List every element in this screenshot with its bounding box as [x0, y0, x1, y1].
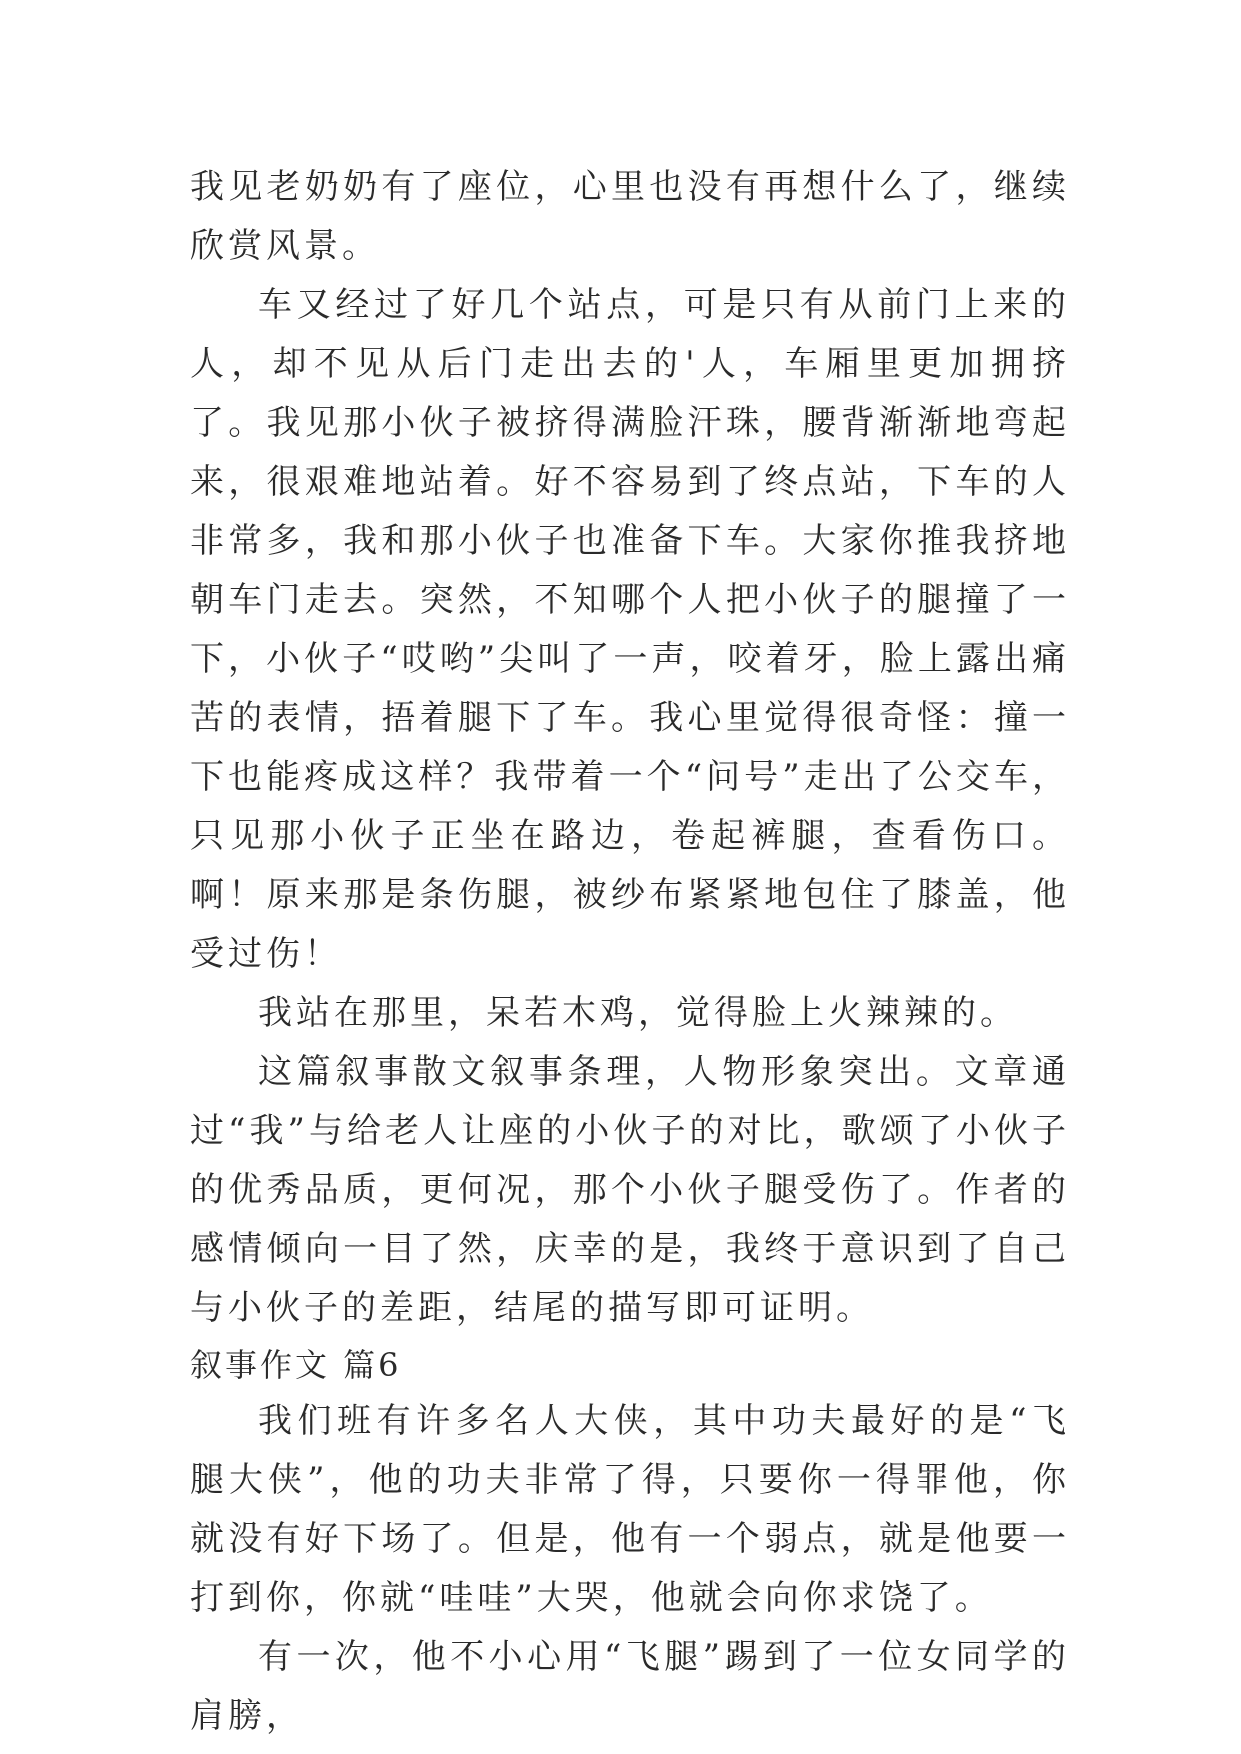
document-body — [190, 158, 1070, 1746]
paragraph-6: 有一次，他不小心用“飞腿”踢到了一位女同学的肩膀， — [190, 1637, 1070, 1736]
paragraph-5: 我们班有许多名人大侠，其中功夫最好的是“飞腿大侠”，他的功夫非常了得，只要你一得罪他，你就没有好下场了。但是，他有一个弱点，就是他要一打到你，你就“哇哇”大哭，他就会向你求饶了。 — [190, 1401, 1070, 1618]
paragraph-2: 车又经过了好几个站点，可是只有从前门上来的人，却不见从后门走出去的'人，车厢里更加拥挤了。我见那小伙子被挤得满脸汗珠，腰背渐渐地弯起来，很艰难地站着。好不容易到了终点站，下车的人非常多，我和那小伙子也准备下车。大家你推我挤地朝车门走去。突然，不知哪个人把小伙子的腿撞了一下，小伙子“哎哟”尖叫了一声，咬着牙，脸上露出痛苦的表情，捂着腿下了车。我心里觉得很奇怪：撞一下也能疼成这样？我带着一个“问号”走出了公交车，只见那小伙子正坐在路边，卷起裤腿，查看伤口。啊！原来那是条伤腿，被纱布紧紧地包住了膝盖，他受过伤！ — [190, 285, 1070, 974]
paragraph-1: 我见老奶奶有了座位，心里也没有再想什么了，继续欣赏风景。 — [190, 167, 1070, 266]
paragraph-3: 我站在那里，呆若木鸡，觉得脸上火辣辣的。 — [258, 993, 1018, 1033]
paragraph-4: 这篇叙事散文叙事条理，人物形象突出。文章通过“我”与给老人让座的小伙子的对比，歌颂了小伙子的优秀品质，更何况，那个小伙子腿受伤了。作者的感情倾向一目了然，庆幸的是，我终于意识到了自己与小伙子的差距，结尾的描写即可证明。 — [190, 1052, 1070, 1328]
section-heading: 叙事作文 篇6 — [190, 1346, 402, 1384]
